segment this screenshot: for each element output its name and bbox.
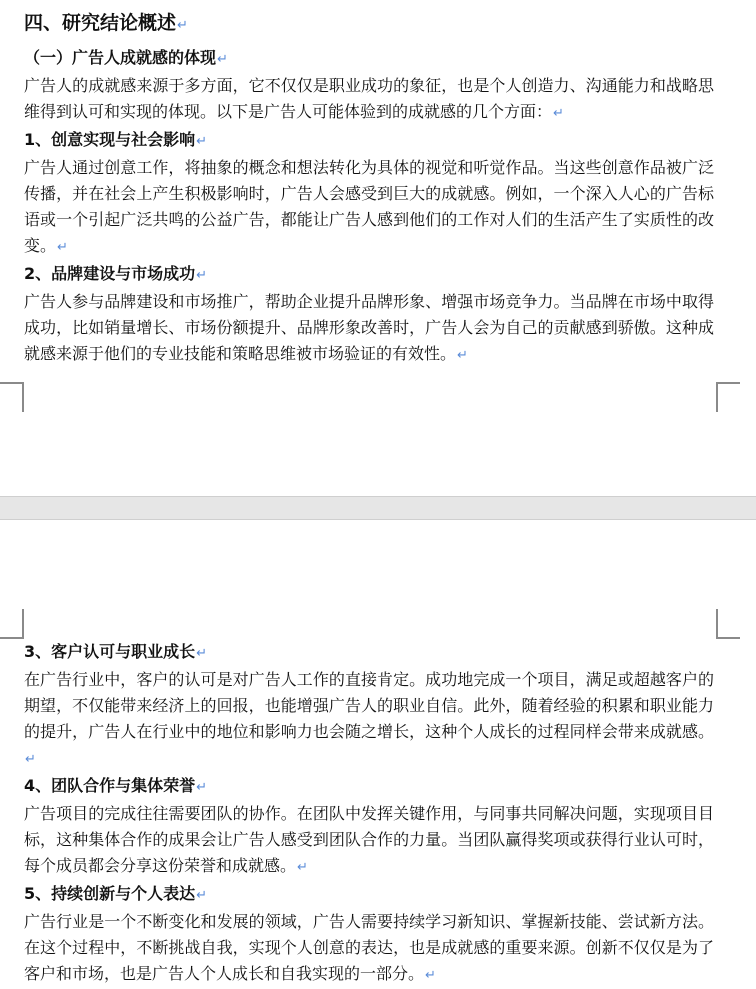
section-5-body[interactable]: 广告行业是一个不断变化和发展的领域，广告人需要持续学习新知识、掌握新技能、尝试新方法。在这个过程中，不断挑战自我，实现个人创意的表达，也是成就感的重要来源。创新不仅仅是为了客户和市场，也是广告人个人成长和自我实现的一部分。↵ [24,912,714,983]
paragraph-mark-icon: ↵ [196,268,208,283]
document-page-2 [0,520,756,983]
section-2-body[interactable]: 广告人参与品牌建设和市场推广，帮助企业提升品牌形象、增强市场竞争力。当品牌在市场中取得成功，比如销量增长、市场份额提升、品牌形象改善时，广告人会为自己的贡献感到骄傲。这种成就感来源于他们的专业技能和策略思维被市场验证的有效性。↵ [24,292,714,363]
paragraph-mark-icon: ↵ [553,106,564,121]
margin-corner-mark-bottom-right [716,382,740,412]
paragraph-mark-icon: ↵ [57,240,68,255]
section-3-body[interactable]: 在广告行业中，客户的认可是对广告人工作的直接肯定。成功地完成一个项目，满足或超越客户的期望，不仅能带来经济上的回报，也能增强广告人的职业自信。此外，随着经验的积累和职业能力的提升，广告人在行业中的地位和影响力也会随之增长，这种个人成长的过程同样会带来成就感。↵ [24,670,714,767]
page-1-content [24,8,714,369]
paragraph-mark-icon: ↵ [177,18,188,33]
paragraph-mark-icon: ↵ [297,860,308,875]
margin-corner-mark-top-left [0,609,24,639]
section-5-title[interactable]: 5、持续创新与个人表达↵ [24,884,208,903]
intro-paragraph[interactable]: 广告人的成就感来源于多方面，它不仅仅是职业成功的象征，也是个人创造力、沟通能力和战略思维得到认可和实现的体现。以下是广告人可能体验到的成就感的几个方面：↵ [24,76,714,121]
paragraph-mark-icon: ↵ [25,752,36,767]
margin-corner-mark-bottom-left [0,382,24,412]
section-1-title[interactable]: 1、创意实现与社会影响↵ [24,130,208,149]
section-2-title[interactable]: 2、品牌建设与市场成功↵ [24,264,208,283]
section-4-body[interactable]: 广告项目的完成往往需要团队的协作。在团队中发挥关键作用，与同事共同解决问题，实现项目目标，这种集体合作的成果会让广告人感受到团队合作的力量。当团队赢得奖项或获得行业认可时，每个成员都会分享这份荣誉和成就感。↵ [24,804,714,875]
section-1-body[interactable]: 广告人通过创意工作，将抽象的概念和想法转化为具体的视觉和听觉作品。当这些创意作品被广泛传播，并在社会上产生积极影响时，广告人会感受到巨大的成就感。例如，一个深入人心的广告标语或一个引起广泛共鸣的公益广告，都能让广告人感到他们的工作对人们的生活产生了实质性的改变。↵ [24,158,714,255]
section-4-title[interactable]: 4、团队合作与集体荣誉↵ [24,776,208,795]
section-3-title[interactable]: 3、客户认可与职业成长↵ [24,642,208,661]
page-break-gap [0,496,756,520]
heading-level-2[interactable]: （一）广告人成就感的体现↵ [24,48,228,67]
page-2-content [24,639,714,989]
paragraph-mark-icon: ↵ [196,888,208,903]
paragraph-mark-icon: ↵ [196,646,208,661]
heading-level-1[interactable]: 四、研究结论概述↵ [24,12,188,34]
margin-corner-mark-top-right [716,609,740,639]
paragraph-mark-icon: ↵ [196,780,208,795]
paragraph-mark-icon: ↵ [217,52,228,67]
paragraph-mark-icon: ↵ [457,348,468,363]
paragraph-mark-icon: ↵ [425,968,436,983]
paragraph-mark-icon: ↵ [196,134,208,149]
